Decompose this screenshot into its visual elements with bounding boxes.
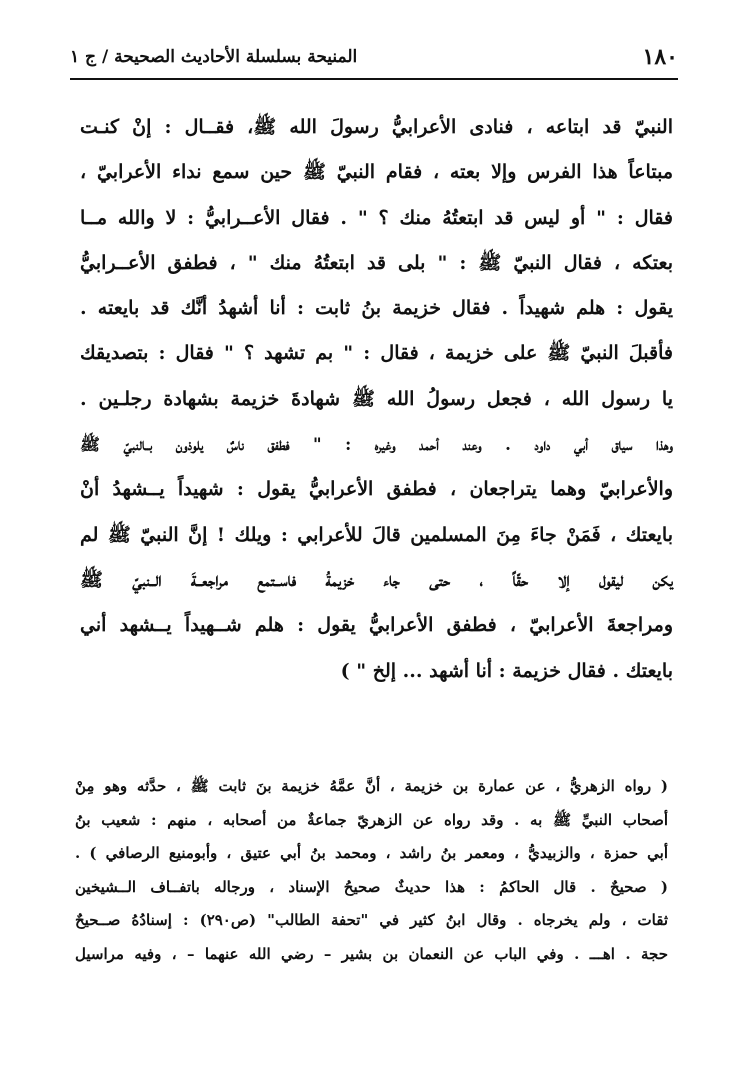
footnote-line: أصحاب النبيِّ ﷺ به . وقد رواه عن الزهريّ جماعةٌ من أصحابه ، منهم : شعيب بنُ [75,810,668,829]
footnote-line: حجة . اهـــ . وفي الباب عن النعمان بن بشير – رضي الله عنهما – ، وفيه مراسيل [75,944,668,963]
text-line: يكن ليقول إلا حقّاً ، حتى جاء خزيمةُ فاســتمع مراجعــةَ الــنبيّ ﷺ [80,568,673,591]
page-header [70,42,678,72]
text-line: فقال : " أو ليس قد ابتعتُهُ منك ؟ " . فقال الأعــرابيُّ : لا والله مــا [80,206,673,229]
page-number: ١٨٠ [642,44,678,70]
running-title: المنيحة بسلسلة الأحاديث الصحيحة / ج ١ [70,47,358,67]
footnote-line: ( صحيحٌ . قال الحاكمُ : هذا حديثٌ صحيحُ الإسناد ، ورجاله باتفــاف الــشيخين [75,877,668,896]
header-rule [70,78,678,80]
text-line: وهذا سياق أبي داود . وعند أحمد وغيره : " فطفق ناسٌ يلوذون بــالنبيّ ﷺ [80,435,673,455]
text-line: يا رسول الله ، فجعل رسولُ الله ﷺ شهادةَ خزيمة بشهادة رجلـين . [80,387,673,410]
text-line: النبيّ قد ابتاعه ، فنادى الأعرابيُّ رسولَ الله ﷺ، فقــال : إنْ كنـت [80,116,673,138]
footnote-line: ( رواه الزهريُّ ، عن عمارة بن خزيمة ، أنَّ عمَّهُ خزيمة بنَ ثابت ﷺ ، حدَّثه وهو مِنْ [75,777,668,795]
text-line: بايعتك ، فَمَنْ جاءَ مِنَ المسلمين قالَ للأعرابي : ويلك ! إنَّ النبيّ ﷺ لم [80,523,673,546]
text-line: بعتكه ، فقال النبيّ ﷺ : " بلى قد ابتعتُهُ منك " ، فطفق الأعــرابيُّ [80,251,673,274]
text-line: بايعتك . فقال خزيمة : أنا أشهد ... إلخ " ) [340,659,673,682]
text-line: مبتاعاً هذا الفرس وإلا بعته ، فقام النبيّ ﷺ حين سمع نداء الأعرابيّ ، [80,161,673,184]
footnote [75,770,668,971]
text-line: فأقبلَ النبيّ ﷺ على خزيمة ، فقال : " بم تشهد ؟ " فقال : بتصديقك [80,342,673,365]
footnote-line: أبي حمزة ، والزبيديُّ ، ومعمر بنُ راشد ، ومحمد بنُ أبي عتيق ، وأبومنيع الرصافي ) . [75,844,668,862]
text-line: يقول : هلم شهيداً . فقال خزيمة بنُ ثابت : أنا أشهدُ أنَّك قد بايعته . [80,297,673,320]
footnote-line: ثقات ، ولم يخرجاه . وقال ابنُ كثير في "تحفة الطالب" (ص٢٩٠) : إسنادُهُ صــحيحٌ [75,911,668,929]
text-line: ومراجعةَ الأعرابيّ ، فطفق الأعرابيُّ يقول : هلم شــهيداً يــشهد أني [80,614,673,637]
main-text [80,105,673,694]
text-line: والأعرابيّ وهما يتراجعان ، فطفق الأعرابيُّ يقول : شهيداً يــشهدُ أنْ [80,478,673,501]
